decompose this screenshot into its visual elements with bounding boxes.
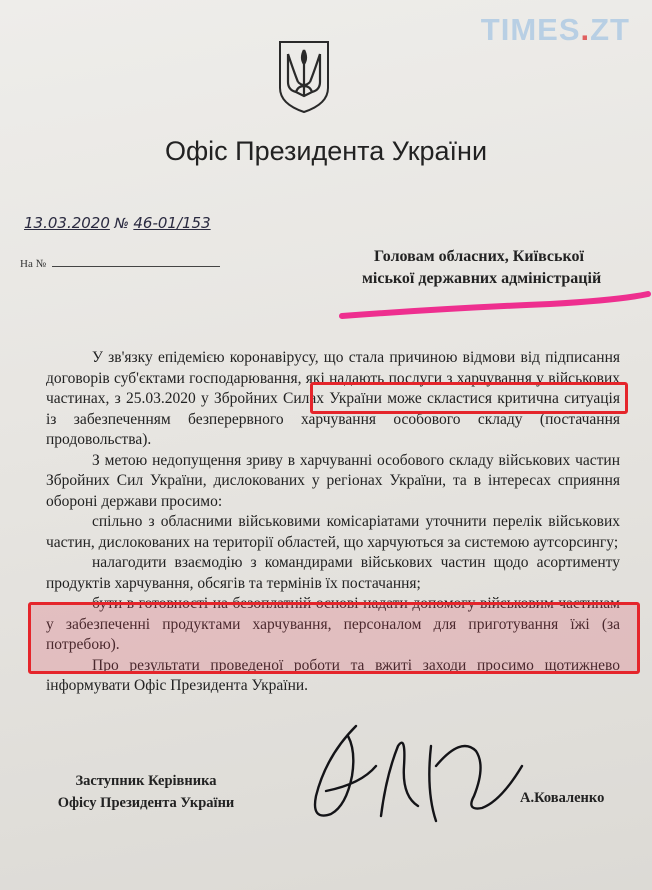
paragraph-3: спільно з обласними військовими комісаріатами уточнити перелік військових частин, дислокованих на території областей, що харчуються за системою аутсорсингу; xyxy=(46,513,620,551)
date-highlight-box xyxy=(310,382,628,414)
addressee-line-1: Головам обласних, Київської xyxy=(374,248,584,265)
watermark-brand: TIMES xyxy=(480,12,581,47)
registration-date: 13.03.2020 xyxy=(24,214,110,232)
watermark-dot: . xyxy=(580,12,591,47)
handwritten-signature xyxy=(286,696,536,846)
reference-blank xyxy=(52,266,220,267)
paragraph-2: З метою недопущення зриву в харчуванні особового складу військових частин Збройних Сил України, дислокованих у регіонах України, та в інтересах сприяння обороні держави просимо: xyxy=(46,451,620,510)
watermark-suffix: ZT xyxy=(590,12,630,47)
addressee-line-2: міської державних адміністрацій xyxy=(362,270,602,287)
paragraph-1: У зв'язку епідемією коронавірусу, що стала причиною відмови від підписання договорів суб'єктами господарювання, які надають послуги з харчування у військових частинах, з 25.03.2020 у Збройних Силах України може скластися критична ситуація із забезпеченням безперервного харчування особового складу (постачання продовольства). xyxy=(46,349,620,448)
registration-number-label: № xyxy=(114,216,129,232)
paragraph-6: Про результати проведеної роботи та вжиті заходи просимо щотижнево інформувати Офіс Президента України. xyxy=(46,656,620,694)
times-zt-watermark xyxy=(481,12,630,48)
trident-emblem-icon xyxy=(276,38,332,114)
office-title: Офіс Президента України xyxy=(164,136,488,166)
assistance-highlight-box xyxy=(28,602,640,674)
addressee-block xyxy=(362,246,632,290)
paragraph-4: налагодити взаємодію з командирами військових частин щодо асортименту продуктів харчування, обсягів та термінів їх постачання; xyxy=(46,554,620,592)
position-line-2: Офісу Президента України xyxy=(57,795,235,811)
reference-label: На № xyxy=(20,258,47,270)
signatory-name: А.Коваленко xyxy=(520,790,605,806)
reference-line xyxy=(20,258,220,270)
registration-number: 46-01/153 xyxy=(133,214,211,232)
signatory-position xyxy=(36,770,256,814)
paragraph-5: бути в готовності на безоплатній основі надати допомогу військовим частинам у забезпеченні продуктами харчування, персоналом для приготування їжі (за потребою). xyxy=(46,595,620,653)
position-line-1: Заступник Керівника xyxy=(75,773,217,789)
registration-line xyxy=(24,214,211,232)
pink-marker-underline xyxy=(330,288,652,328)
